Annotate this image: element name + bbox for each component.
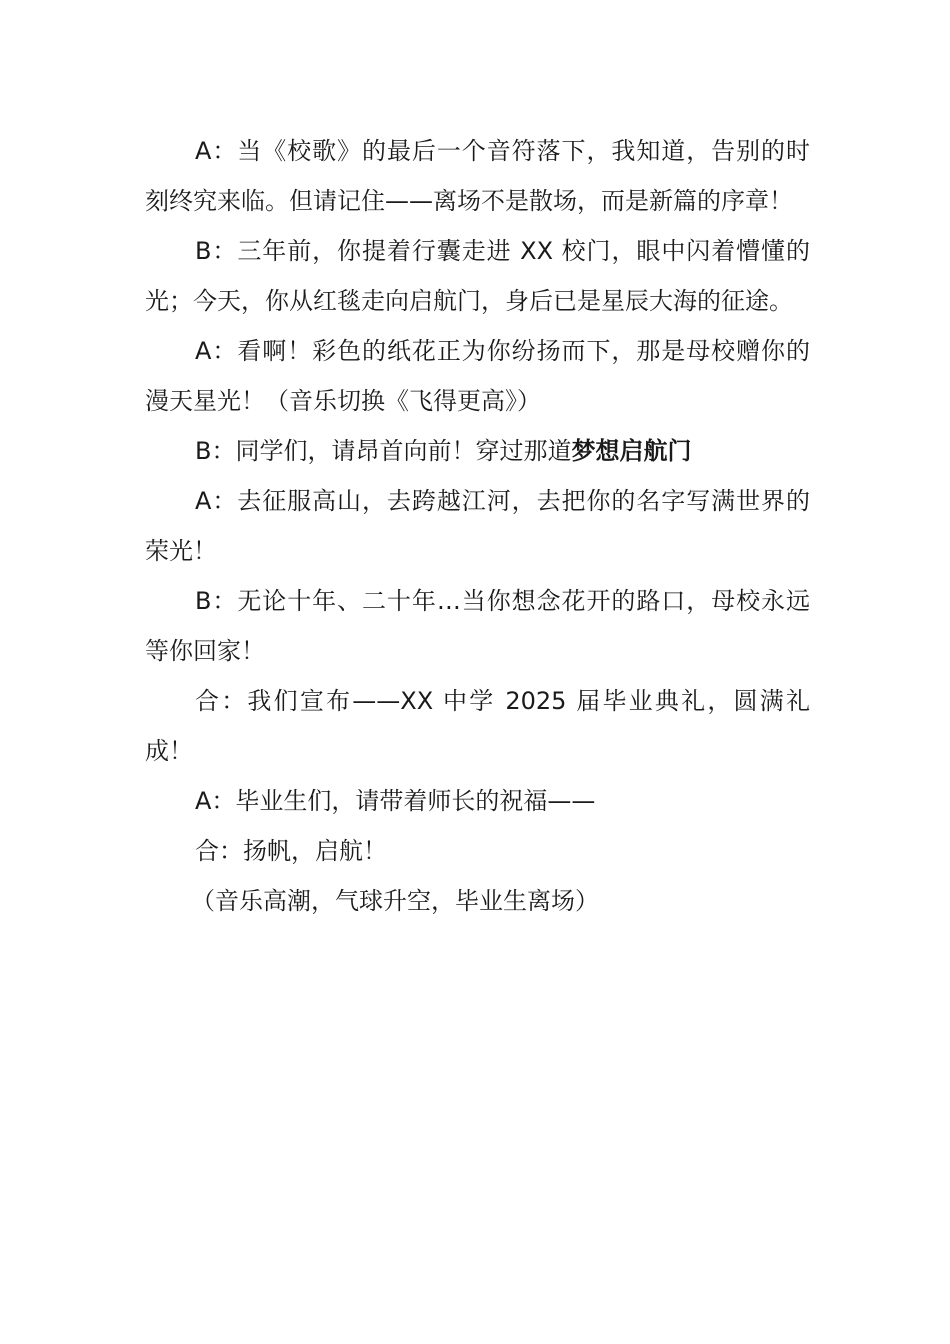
paragraph-a-confetti bbox=[145, 326, 810, 426]
paragraph-b-come-home bbox=[145, 576, 810, 676]
paragraph-a-conquer bbox=[145, 476, 810, 576]
script-body bbox=[145, 126, 810, 926]
paragraph-joint-announce bbox=[145, 676, 810, 776]
paragraph-a-blessing bbox=[145, 776, 810, 826]
paragraph-joint-set-sail bbox=[145, 826, 810, 876]
paragraph-text: B：三年前，你提着行囊走进 XX 校门，眼中闪着懵懂的光；今天，你从红毯走向启航门，身后已是星辰大海的征途。 bbox=[145, 237, 810, 315]
paragraph-text: A：去征服高山，去跨越江河，去把你的名字写满世界的荣光！ bbox=[145, 487, 810, 565]
stage-direction bbox=[145, 876, 810, 926]
paragraph-b-three-years bbox=[145, 226, 810, 326]
bold-emphasis: 梦想启航门 bbox=[571, 437, 692, 465]
paragraph-text: 合：扬帆，启航！ bbox=[195, 837, 387, 865]
paragraph-a-farewell bbox=[145, 126, 810, 226]
paragraph-text: B：同学们，请昂首向前！穿过那道 bbox=[195, 437, 572, 465]
stage-direction-text: （音乐高潮，气球升空，毕业生离场） bbox=[191, 887, 599, 915]
paragraph-text: A：看啊！彩色的纸花正为你纷扬而下，那是母校赠你的漫天星光！（音乐切换《飞得更高》） bbox=[145, 337, 810, 415]
paragraph-text: 合：我们宣布——XX 中学 2025 届毕业典礼，圆满礼成！ bbox=[145, 687, 810, 765]
paragraph-text: A：毕业生们，请带着师长的祝福—— bbox=[195, 787, 596, 815]
paragraph-text: B：无论十年、二十年…当你想念花开的路口，母校永远等你回家！ bbox=[145, 587, 810, 665]
paragraph-text: A：当《校歌》的最后一个音符落下，我知道，告别的时刻终究来临。但请记住——离场不是散场，而是新篇的序章！ bbox=[145, 137, 810, 215]
paragraph-b-dream-gate bbox=[145, 426, 810, 476]
